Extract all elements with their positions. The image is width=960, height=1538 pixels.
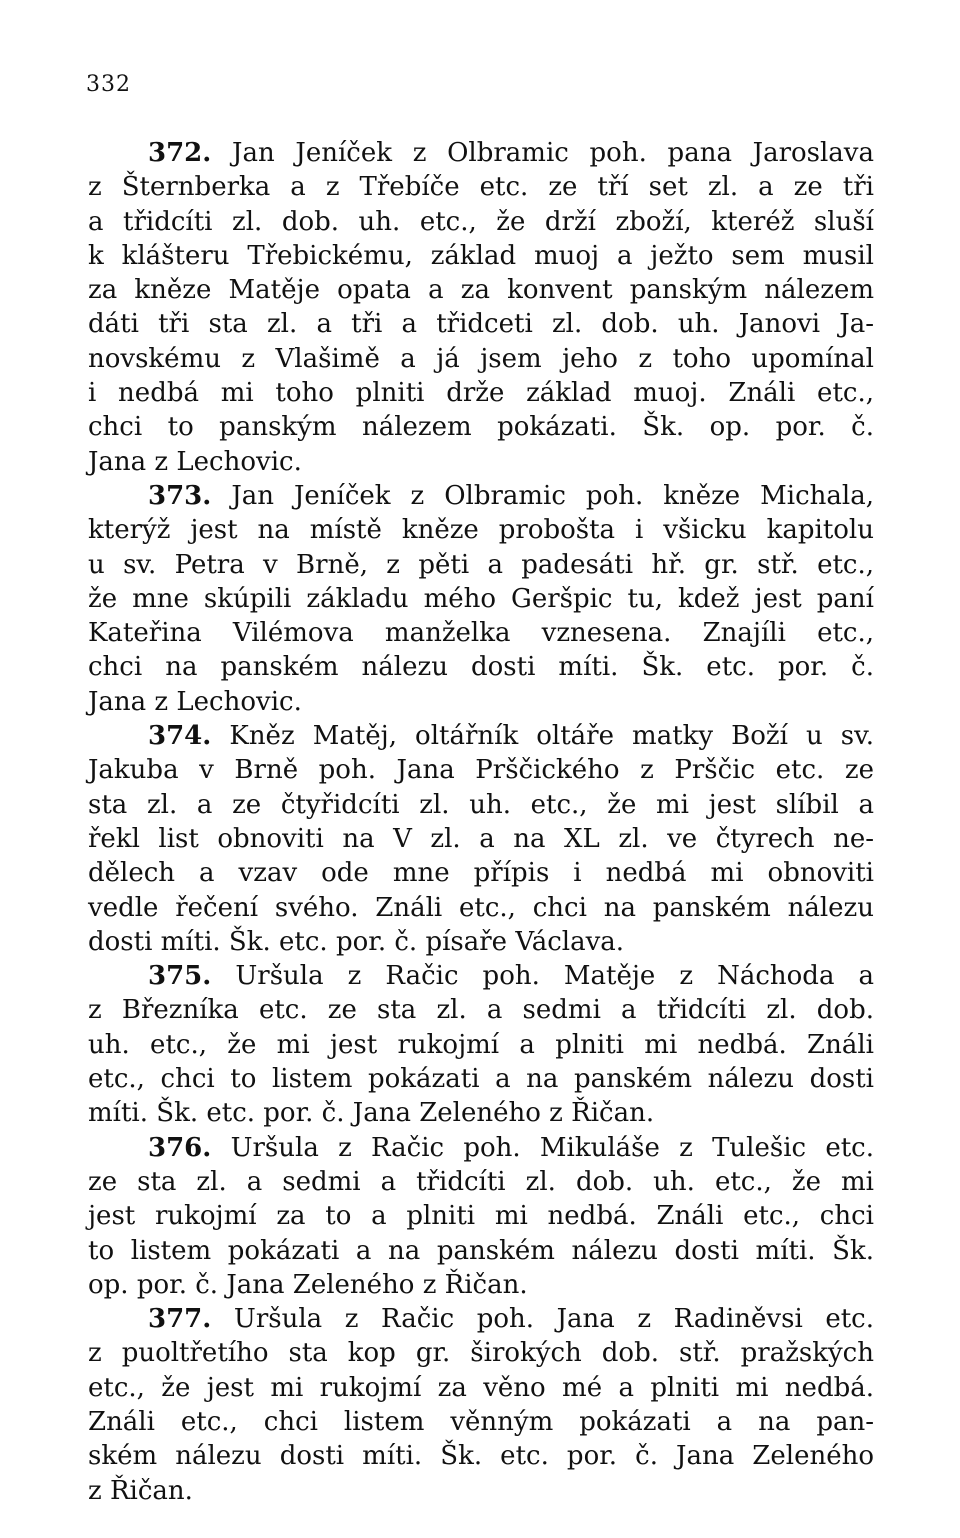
entry-374-first-line	[88, 719, 874, 753]
entry-number: 376.	[148, 1132, 212, 1163]
text-line: Kateřina Vilémova manželka vznesena. Znajíli etc.,	[88, 618, 874, 649]
entry-372-first-line	[88, 136, 874, 170]
document-body	[88, 136, 874, 1508]
entry-number: 373.	[148, 480, 212, 511]
entry-number: 375.	[148, 961, 212, 992]
text-line: dosti míti. Šk. etc. por. č. písaře Václava.	[88, 926, 625, 957]
text-line: Jakuba v Brně poh. Jana Prščického z Prščic etc. ze	[88, 755, 874, 786]
entry-text: Kněz Matěj, oltářník oltáře matky Boží u sv.	[229, 721, 875, 752]
entry-text: Uršula z Račic poh. Jana z Radiněvsi etc.	[233, 1304, 875, 1335]
text-line: sta zl. a ze čtyřidcíti zl. uh. etc., že mi jest slíbil a	[88, 789, 874, 820]
text-line: op. por. č. Jana Zeleného z Řičan.	[88, 1269, 528, 1300]
text-line: uh. etc., že mi jest rukojmí a plniti mi nedbá. Ználi	[88, 1029, 874, 1060]
entry-text: Jan Jeníček z Olbramic poh. pana Jaroslava	[232, 138, 875, 168]
entry-number: 372.	[148, 138, 212, 168]
text-line: z puoltřetího sta kop gr. širokých dob. stř. pražských	[88, 1338, 874, 1369]
text-line: dáti tři sta zl. a tři a třidceti zl. dob. uh. Janovi Ja-	[88, 309, 874, 340]
text-line: kterýž jest na místě kněze probošta i všicku kapitolu	[88, 515, 874, 546]
text-line: Jana z Lechovic.	[88, 686, 302, 717]
text-line: etc., že jest mi rukojmí za věno mé a plniti mi nedbá.	[88, 1372, 874, 1403]
text-line: míti. Šk. etc. por. č. Jana Zeleného z Řičan.	[88, 1098, 655, 1129]
text-line: z Březníka etc. ze sta zl. a sedmi a třidcíti zl. dob.	[88, 995, 874, 1026]
entry-376-first-line	[88, 1131, 874, 1165]
entry-number: 377.	[148, 1304, 212, 1335]
entry-text: Uršula z Račic poh. Mikuláše z Tulešic etc.	[230, 1132, 874, 1163]
page-number: 332	[86, 72, 131, 97]
text-line: za kněze Matěje opata a za konvent panským nálezem	[88, 275, 874, 306]
text-line: chci to panským nálezem pokázati. Šk. op. por. č.	[88, 412, 874, 443]
text-line: řekl list obnoviti na V zl. a na XL zl. ve čtyrech ne-	[88, 823, 874, 854]
text-line: vedle řečení svého. Ználi etc., chci na panském nálezu	[88, 892, 874, 923]
entry-375-first-line	[88, 959, 874, 993]
text-line: u sv. Petra v Brně, z pěti a padesáti hř. gr. stř. etc.,	[88, 549, 874, 580]
text-line: Jana z Lechovic.	[88, 446, 302, 477]
text-line: a třidcíti zl. dob. uh. etc., že drží zboží, kteréž sluší	[88, 206, 874, 237]
text-line: že mne skúpili základu mého Geršpic tu, kdež jest paní	[88, 583, 874, 614]
text-line: dělech a vzav ode mne přípis i nedbá mi obnoviti	[88, 858, 874, 889]
entry-text: Uršula z Račic poh. Matěje z Náchoda a	[235, 961, 874, 992]
entry-377-first-line	[88, 1302, 874, 1336]
text-line: to listem pokázati a na panském nálezu dosti míti. Šk.	[88, 1235, 874, 1266]
entry-373-first-line	[88, 479, 874, 513]
text-line: novskému z Vlašimě a já jsem jeho z toho upomínal	[88, 343, 874, 374]
entry-number: 374.	[148, 721, 212, 752]
text-line: z Šternberka a z Třebíče etc. ze tří set zl. a ze tři	[88, 172, 874, 203]
text-line: Ználi etc., chci listem věnným pokázati a na pan-	[88, 1406, 874, 1437]
text-line: ze sta zl. a sedmi a třidcíti zl. dob. uh. etc., že mi	[88, 1166, 874, 1197]
text-line: etc., chci to listem pokázati a na panském nálezu dosti	[88, 1064, 874, 1095]
text-line: chci na panském nálezu dosti míti. Šk. etc. por. č.	[88, 652, 874, 683]
entry-text: Jan Jeníček z Olbramic poh. kněze Michala,	[231, 480, 874, 511]
text-line: jest rukojmí za to a plniti mi nedbá. Ználi etc., chci	[88, 1201, 874, 1232]
text-line: ském nálezu dosti míti. Šk. etc. por. č. Jana Zeleného	[88, 1441, 874, 1472]
text-line: i nedbá mi toho plniti drže základ muoj. Ználi etc.,	[88, 378, 874, 409]
text-line: z Řičan.	[88, 1475, 193, 1506]
text-line: k klášteru Třebickému, základ muoj a ježto sem musil	[88, 240, 874, 271]
